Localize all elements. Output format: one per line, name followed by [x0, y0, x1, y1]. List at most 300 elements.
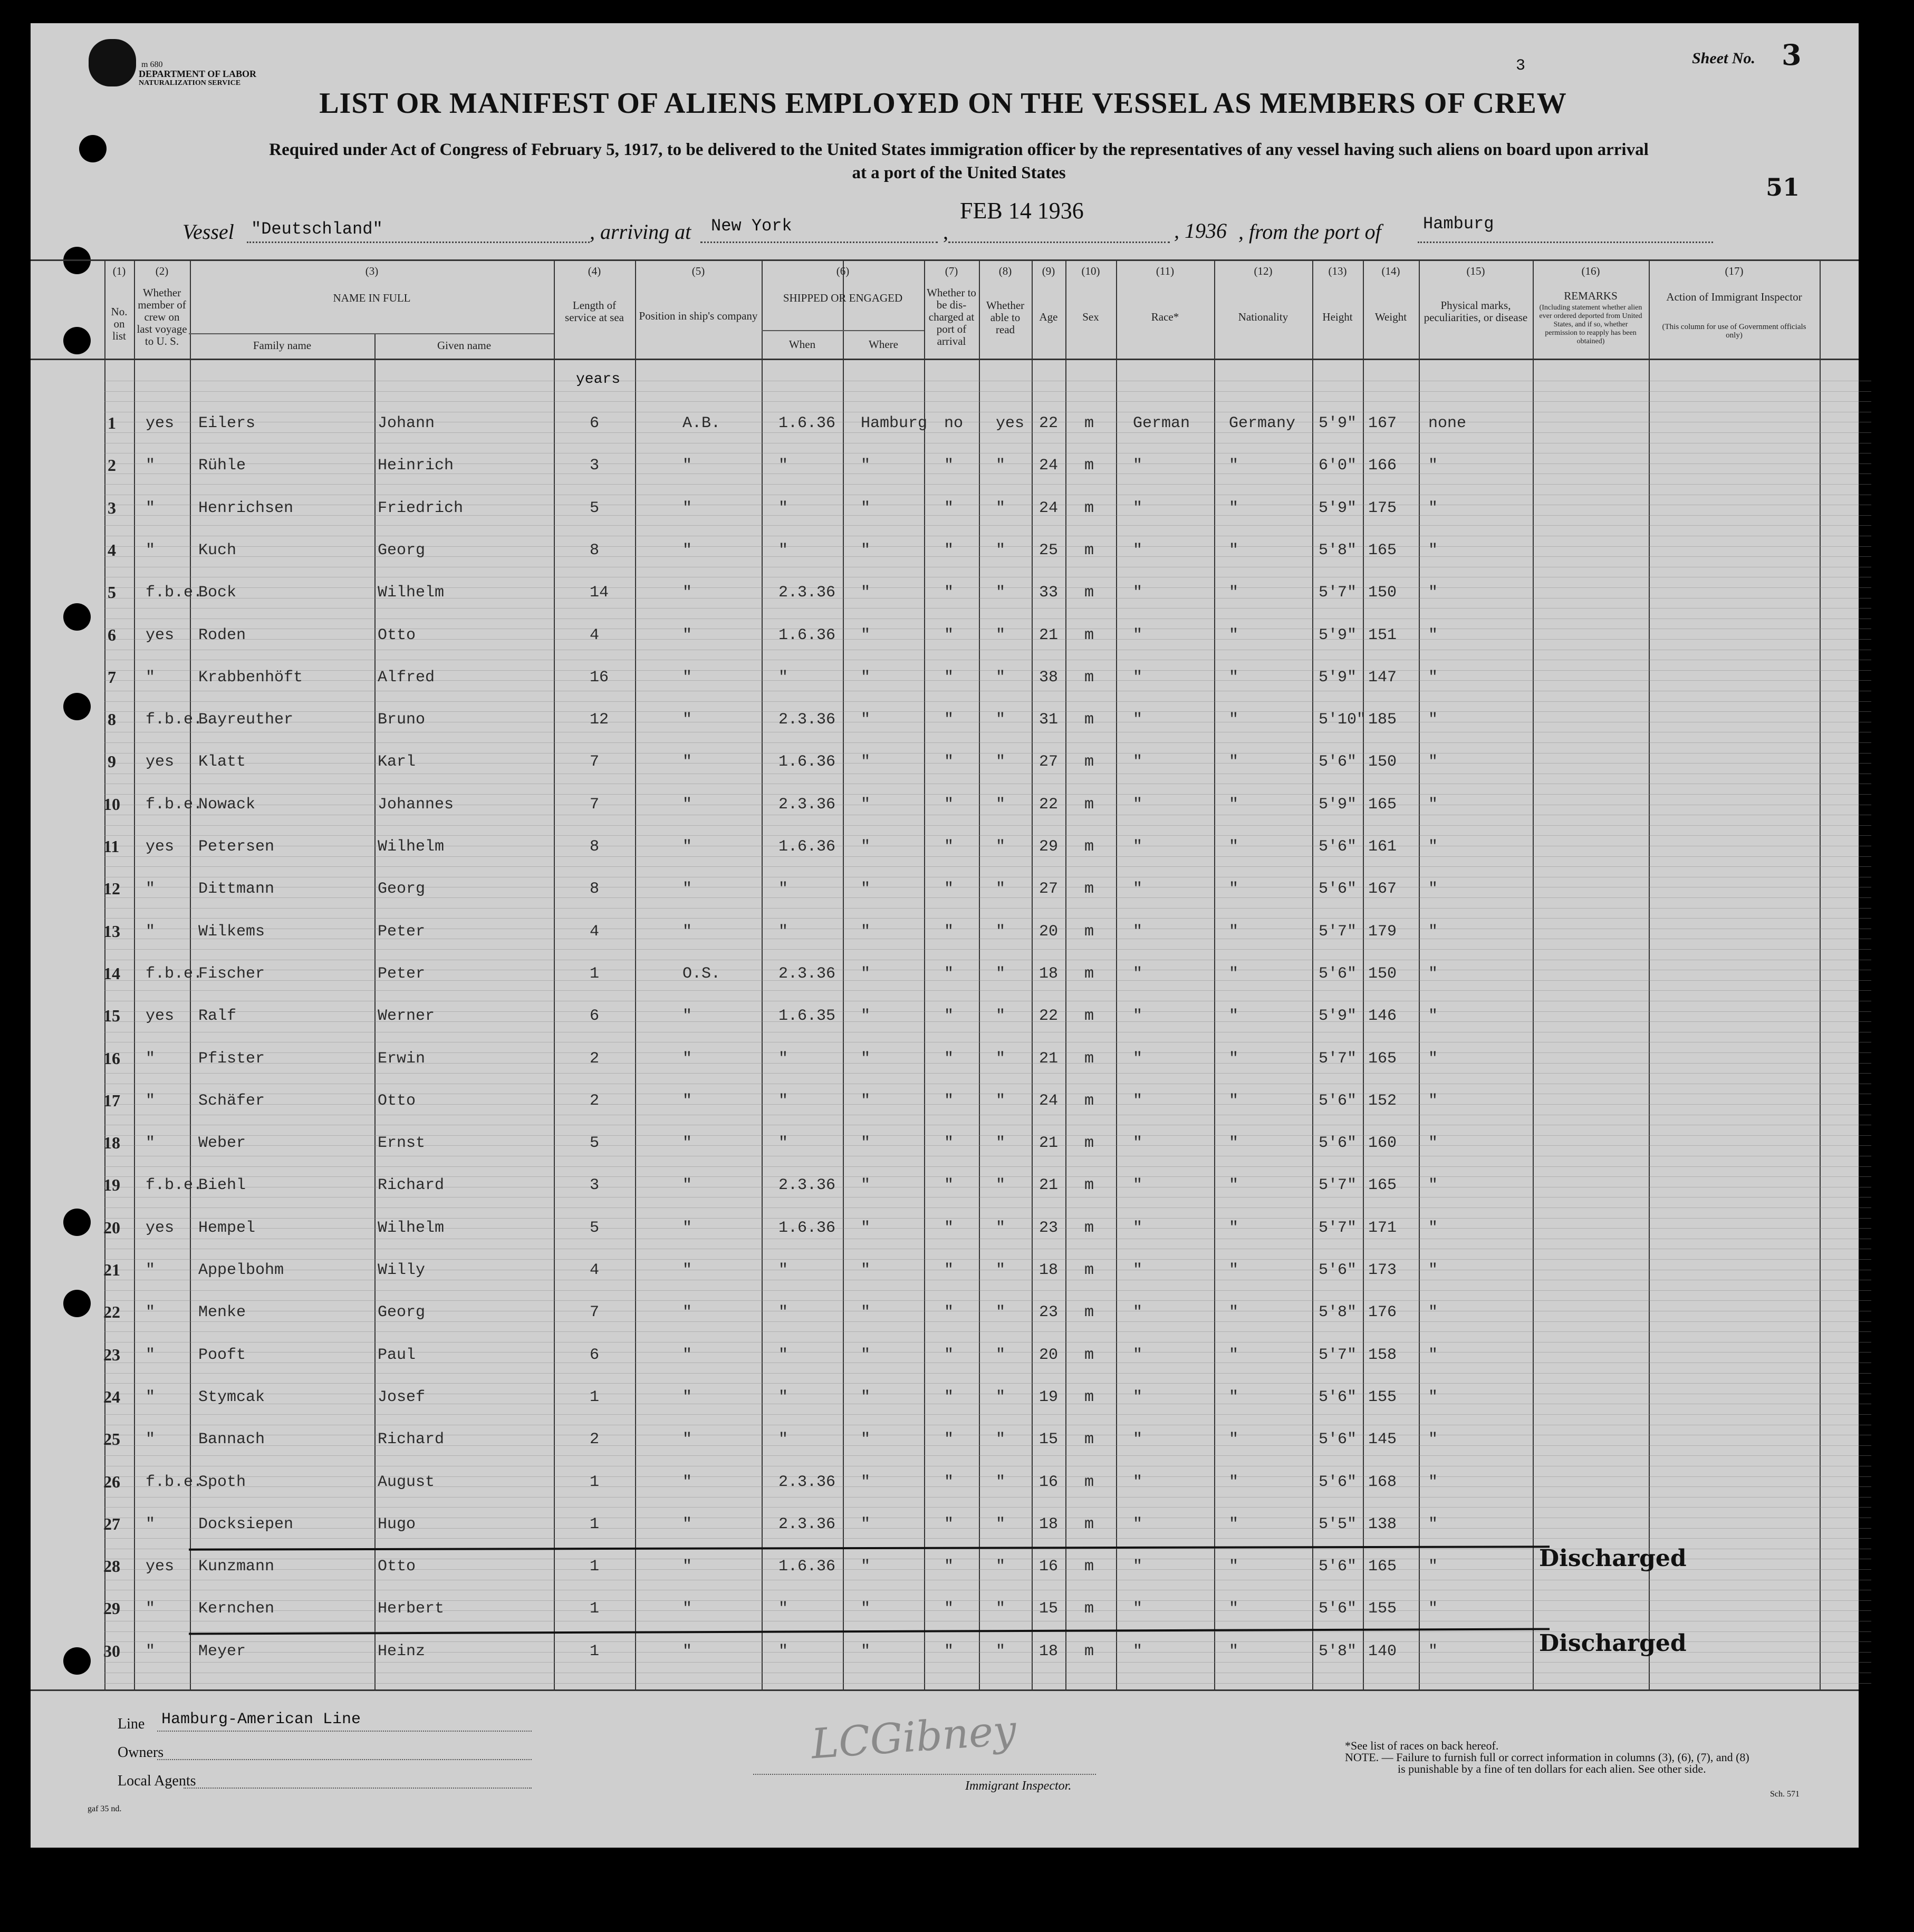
cell-nat: "	[1229, 1643, 1239, 1660]
ruling-line	[104, 1011, 1871, 1012]
cell-read: "	[996, 584, 1006, 602]
cell-pos: "	[682, 1600, 692, 1618]
cell-age: 29	[1039, 838, 1059, 856]
cell-wt: 145	[1368, 1431, 1397, 1448]
cell-pos: "	[682, 1176, 692, 1194]
years-label: years	[576, 371, 621, 388]
cell-pos: "	[682, 753, 692, 771]
cell-when: "	[778, 1431, 788, 1448]
cell-age: 20	[1039, 923, 1059, 941]
ruling-line	[104, 484, 1871, 485]
cell-pos: "	[682, 1261, 692, 1279]
cell-sex: m	[1084, 1261, 1094, 1279]
column-header-15: Physical marks, peculiarities, or disease	[1424, 299, 1528, 324]
cell-dis: "	[944, 584, 954, 602]
cell-when: "	[778, 880, 788, 898]
cell-fam: Meyer	[198, 1643, 246, 1660]
column-divider	[979, 259, 980, 1691]
cell-prev: "	[146, 1643, 156, 1660]
cell-marks: "	[1428, 711, 1438, 729]
cell-marks: "	[1428, 1346, 1438, 1364]
cell-marks: "	[1428, 923, 1438, 941]
cell-nat: "	[1229, 626, 1239, 644]
cell-given: Karl	[378, 753, 416, 771]
ruling-line	[104, 1497, 1871, 1498]
cell-when: 1.6.36	[778, 626, 836, 644]
cell-given: Georg	[378, 1303, 426, 1321]
cell-dis: "	[944, 753, 954, 771]
cell-where: "	[861, 669, 871, 687]
row-number: 22	[103, 1302, 120, 1321]
cell-wt: 160	[1368, 1134, 1397, 1152]
cell-race: "	[1133, 1388, 1143, 1406]
cell-wt: 165	[1368, 1050, 1397, 1068]
cell-ht: 5'7"	[1319, 1219, 1357, 1237]
cell-when: "	[778, 669, 788, 687]
ink-blot	[89, 39, 136, 86]
cell-pos: "	[682, 457, 692, 475]
cell-age: 21	[1039, 1134, 1059, 1152]
cell-marks: "	[1428, 1600, 1438, 1618]
cell-where: "	[861, 1600, 871, 1618]
ruling-line	[104, 1259, 1871, 1260]
cell-dis: "	[944, 1431, 954, 1448]
cell-when: "	[778, 457, 788, 475]
cell-dis: "	[944, 1219, 954, 1237]
cell-dis: "	[944, 1346, 954, 1364]
cell-when: 2.3.36	[778, 1176, 836, 1194]
cell-read: yes	[996, 414, 1025, 432]
cell-race: "	[1133, 880, 1143, 898]
cell-marks: "	[1428, 796, 1438, 814]
cell-fam: Pfister	[198, 1050, 265, 1068]
cell-fam: Roden	[198, 626, 246, 644]
cell-when: "	[778, 542, 788, 559]
cell-fam: Spoth	[198, 1473, 246, 1491]
cell-fam: Kernchen	[198, 1600, 275, 1618]
ruling-line	[104, 1176, 1871, 1177]
row-number: 10	[103, 795, 120, 814]
print-code: gaf 35 nd.	[88, 1804, 122, 1813]
cell-when: "	[778, 1600, 788, 1618]
column-number: (10)	[1081, 265, 1100, 277]
local-agents-label: Local Agents	[118, 1773, 196, 1789]
cell-prev: "	[146, 499, 156, 517]
cell-given: Heinz	[378, 1643, 426, 1660]
cell-race: "	[1133, 1473, 1143, 1491]
cell-wt: 138	[1368, 1515, 1397, 1533]
cell-fam: Krabbenhöft	[198, 669, 303, 687]
cell-ht: 5'7"	[1319, 923, 1357, 941]
cell-race: "	[1133, 1303, 1143, 1321]
ruling-line	[104, 463, 1871, 464]
cell-svc: 1	[590, 965, 600, 983]
row-number: 6	[108, 625, 116, 644]
cell-race: "	[1133, 1092, 1143, 1110]
row-number: 5	[108, 583, 116, 602]
cell-wt: 175	[1368, 499, 1397, 517]
family-name-header: Family name	[253, 339, 312, 352]
ruling-line	[104, 990, 1871, 991]
cell-prev: "	[146, 1431, 156, 1448]
cell-age: 19	[1039, 1388, 1059, 1406]
column-divider	[1533, 259, 1534, 1691]
cell-dis: "	[944, 1007, 954, 1025]
cell-dis: no	[944, 414, 964, 432]
service-label: NATURALIZATION SERVICE	[139, 79, 241, 87]
cell-read: "	[996, 669, 1006, 687]
cell-nat: "	[1229, 1134, 1239, 1152]
cell-prev: "	[146, 1515, 156, 1533]
cell-svc: 2	[590, 1092, 600, 1110]
ruling-line	[104, 1455, 1871, 1456]
column-header-10: Sex	[1082, 311, 1099, 323]
cell-sex: m	[1084, 626, 1094, 644]
cell-wt: 168	[1368, 1473, 1397, 1491]
column-divider	[1363, 259, 1364, 1691]
cell-nat: "	[1229, 711, 1239, 729]
cell-when: 1.6.36	[778, 414, 836, 432]
cell-prev: yes	[146, 1219, 175, 1237]
penalty-note: NOTE. — Failure to furnish full or correct information in columns (3), (6), (7), and (8)	[1345, 1751, 1749, 1764]
cell-race: "	[1133, 1176, 1143, 1194]
action-note: (This column for use of Government officials only)	[1662, 323, 1806, 340]
cell-pos: O.S.	[682, 965, 721, 983]
cell-dis: "	[944, 1092, 954, 1110]
cell-ht: 5'6"	[1319, 1558, 1357, 1576]
row-number: 19	[103, 1175, 120, 1194]
cell-wt: 140	[1368, 1643, 1397, 1660]
cell-dis: "	[944, 796, 954, 814]
cell-marks: "	[1428, 1558, 1438, 1576]
cell-dis: "	[944, 965, 954, 983]
cell-sex: m	[1084, 753, 1094, 771]
column-divider	[762, 259, 763, 1691]
cell-ht: 5'6"	[1319, 753, 1357, 771]
cell-when: "	[778, 499, 788, 517]
inspector-label: Immigrant Inspector.	[965, 1779, 1072, 1793]
row-number: 12	[103, 879, 120, 898]
cell-given: Bruno	[378, 711, 426, 729]
cell-wt: 147	[1368, 669, 1397, 687]
cell-sex: m	[1084, 1134, 1094, 1152]
corner-mark: 51	[1766, 173, 1800, 201]
row-number: 8	[108, 710, 116, 729]
cell-age: 15	[1039, 1600, 1059, 1618]
cell-where: "	[861, 1643, 871, 1660]
cell-marks: "	[1428, 1515, 1438, 1533]
cell-read: "	[996, 1558, 1006, 1576]
cell-where: "	[861, 1134, 871, 1152]
cell-pos: "	[682, 923, 692, 941]
header-bottom-rule	[31, 359, 1859, 360]
cell-sex: m	[1084, 880, 1094, 898]
table-top-rule	[31, 259, 1859, 261]
ruling-line	[104, 825, 1871, 826]
vessel-label: Vessel	[182, 220, 234, 244]
cell-nat: "	[1229, 965, 1239, 983]
cell-svc: 6	[590, 1346, 600, 1364]
cell-marks: "	[1428, 542, 1438, 559]
ruling-line	[104, 1218, 1871, 1219]
cell-read: "	[996, 965, 1006, 983]
ruling-line	[104, 401, 1871, 402]
row-number: 1	[108, 413, 116, 432]
cell-svc: 1	[590, 1643, 600, 1660]
cell-svc: 5	[590, 1134, 600, 1152]
cell-dis: "	[944, 711, 954, 729]
column-header-6: SHIPPED OR ENGAGED	[783, 292, 903, 304]
cell-nat: "	[1229, 753, 1239, 771]
column-header-17: Action of Immigrant Inspector	[1666, 291, 1802, 303]
ruling-line	[104, 949, 1871, 950]
cell-read: "	[996, 1134, 1006, 1152]
cell-fam: Docksiepen	[198, 1515, 294, 1533]
cell-read: "	[996, 923, 1006, 941]
cell-marks: "	[1428, 1134, 1438, 1152]
cell-pos: "	[682, 1134, 692, 1152]
ruling-line	[104, 835, 1871, 836]
page-subtitle: Required under Act of Congress of February 5, 1917, to be delivered to the United States immigration officer by the representatives of any vessel having such aliens on board upon arrival	[269, 140, 1649, 159]
cell-pos: "	[682, 1346, 692, 1364]
ruling-line	[104, 1145, 1871, 1146]
cell-marks: "	[1428, 499, 1438, 517]
column-header-2: Whether member of crew on last voyage to U. S.	[137, 286, 187, 347]
cell-when: "	[778, 1643, 788, 1660]
cell-nat: "	[1229, 1473, 1239, 1491]
cell-where: "	[861, 499, 871, 517]
cell-age: 38	[1039, 669, 1059, 687]
cell-sex: m	[1084, 1092, 1094, 1110]
cell-sex: m	[1084, 1515, 1094, 1533]
ruling-line	[104, 1414, 1871, 1415]
cell-race: "	[1133, 1515, 1143, 1533]
sheet-number: 3	[1782, 38, 1802, 72]
row-number: 14	[103, 964, 120, 983]
cell-where: "	[861, 1558, 871, 1576]
cell-svc: 7	[590, 796, 600, 814]
ruling-line	[104, 763, 1871, 764]
cell-fam: Kunzmann	[198, 1558, 275, 1576]
sheet-number-label: Sheet No.	[1692, 50, 1755, 67]
ruling-line	[104, 1166, 1871, 1167]
punch-hole	[63, 603, 91, 631]
column-divider	[1820, 259, 1821, 1691]
cell-fam: Hempel	[198, 1219, 256, 1237]
cell-svc: 4	[590, 626, 600, 644]
cell-read: "	[996, 1303, 1006, 1321]
cell-pos: "	[682, 542, 692, 559]
cell-svc: 5	[590, 499, 600, 517]
ruling-line	[104, 1073, 1871, 1074]
column-header-1: No. on list	[111, 305, 128, 342]
cell-ht: 5'9"	[1319, 796, 1357, 814]
cell-given: Peter	[378, 965, 426, 983]
cell-given: Willy	[378, 1261, 426, 1279]
cell-sex: m	[1084, 1431, 1094, 1448]
cell-age: 24	[1039, 457, 1059, 475]
cell-read: "	[996, 1431, 1006, 1448]
cell-age: 18	[1039, 1515, 1059, 1533]
cell-age: 22	[1039, 414, 1059, 432]
cell-pos: "	[682, 1219, 692, 1237]
cell-dis: "	[944, 838, 954, 856]
cell-fam: Petersen	[198, 838, 275, 856]
cell-marks: "	[1428, 1007, 1438, 1025]
cell-marks: "	[1428, 457, 1438, 475]
cell-fam: Ralf	[198, 1007, 237, 1025]
cell-race: "	[1133, 711, 1143, 729]
ruling-line	[104, 1063, 1871, 1064]
cell-when: 2.3.36	[778, 965, 836, 983]
cell-svc: 12	[590, 711, 609, 729]
ruling-line	[104, 794, 1871, 795]
row-number: 3	[108, 498, 116, 517]
cell-wt: 155	[1368, 1388, 1397, 1406]
cell-ht: 5'9"	[1319, 499, 1357, 517]
cell-race: "	[1133, 1134, 1143, 1152]
ruling-line	[104, 742, 1871, 743]
ruling-line	[104, 897, 1871, 898]
punch-hole	[63, 1647, 91, 1675]
column-header-14: Weight	[1374, 311, 1407, 323]
cell-where: "	[861, 1261, 871, 1279]
cell-fam: Pooft	[198, 1346, 246, 1364]
cell-ht: 5'6"	[1319, 1431, 1357, 1448]
row-number: 25	[103, 1429, 120, 1448]
owners-label: Owners	[118, 1744, 164, 1761]
cell-fam: Stymcak	[198, 1388, 265, 1406]
column-divider	[1312, 259, 1313, 1691]
cell-age: 15	[1039, 1431, 1059, 1448]
cell-age: 25	[1039, 542, 1059, 559]
ruling-line	[104, 556, 1871, 557]
cell-read: "	[996, 1346, 1006, 1364]
ruling-line	[104, 866, 1871, 867]
column-number: (1)	[112, 265, 126, 277]
ruling-line	[104, 1373, 1871, 1374]
cell-race: "	[1133, 1050, 1143, 1068]
ruling-line	[104, 1104, 1871, 1105]
cell-when: 1.6.35	[778, 1007, 836, 1025]
cell-prev: f.b.e.	[146, 1176, 203, 1194]
cell-sex: m	[1084, 414, 1094, 432]
column-divider	[134, 259, 135, 1691]
cell-when: 1.6.36	[778, 753, 836, 771]
cell-where: "	[861, 1515, 871, 1533]
cell-read: "	[996, 542, 1006, 559]
ruling-line	[104, 546, 1871, 547]
cell-race: German	[1133, 414, 1190, 432]
cell-pos: "	[682, 626, 692, 644]
cell-given: Paul	[378, 1346, 416, 1364]
cell-when: "	[778, 1346, 788, 1364]
ruling-line	[104, 639, 1871, 640]
cell-fam: Wilkems	[198, 923, 265, 941]
cell-nat: "	[1229, 584, 1239, 602]
cell-age: 21	[1039, 1050, 1059, 1068]
cell-age: 27	[1039, 880, 1059, 898]
cell-read: "	[996, 711, 1006, 729]
cell-svc: 1	[590, 1388, 600, 1406]
cell-age: 24	[1039, 499, 1059, 517]
column-divider	[1065, 259, 1066, 1691]
column-divider	[554, 259, 555, 1691]
cell-svc: 3	[590, 1176, 600, 1194]
cell-dis: "	[944, 1515, 954, 1533]
cell-prev: "	[146, 669, 156, 687]
cell-age: 27	[1039, 753, 1059, 771]
cell-marks: "	[1428, 1643, 1438, 1660]
cell-wt: 151	[1368, 626, 1397, 644]
cell-where: "	[861, 542, 871, 559]
cell-svc: 1	[590, 1515, 600, 1533]
cell-pos: A.B.	[682, 414, 721, 432]
cell-prev: "	[146, 542, 156, 559]
cell-read: "	[996, 1473, 1006, 1491]
ruling-line	[104, 1052, 1871, 1053]
cell-prev: yes	[146, 838, 175, 856]
cell-wt: 150	[1368, 965, 1397, 983]
cell-dis: "	[944, 1134, 954, 1152]
cell-nat: "	[1229, 499, 1239, 517]
cell-given: Herbert	[378, 1600, 445, 1618]
cell-race: "	[1133, 542, 1143, 559]
cell-wt: 165	[1368, 542, 1397, 559]
cell-svc: 1	[590, 1473, 600, 1491]
column-number: (6)	[836, 265, 850, 277]
cell-race: "	[1133, 1219, 1143, 1237]
cell-wt: 161	[1368, 838, 1397, 856]
cell-svc: 7	[590, 753, 600, 771]
cell-sex: m	[1084, 542, 1094, 559]
cell-when: 2.3.36	[778, 1515, 836, 1533]
cell-read: "	[996, 838, 1006, 856]
cell-sex: m	[1084, 965, 1094, 983]
cell-age: 22	[1039, 1007, 1059, 1025]
ruling-line	[104, 1300, 1871, 1301]
column-header-13: Height	[1322, 311, 1353, 323]
cell-svc: 4	[590, 1261, 600, 1279]
column-divider	[924, 259, 925, 1691]
cell-race: "	[1133, 796, 1143, 814]
cell-read: "	[996, 1176, 1006, 1194]
cell-prev: "	[146, 923, 156, 941]
ruling-line	[104, 1021, 1871, 1022]
cell-ht: 5'6"	[1319, 1261, 1357, 1279]
ruling-line	[104, 1383, 1871, 1384]
arrival-year: , 1936	[1174, 219, 1227, 243]
cell-nat: "	[1229, 1050, 1239, 1068]
cell-prev: f.b.e.	[146, 1473, 203, 1491]
cell-given: Johann	[378, 414, 435, 432]
cell-fam: Biehl	[198, 1176, 246, 1194]
ruling-line	[104, 918, 1871, 919]
row-number: 29	[103, 1599, 120, 1618]
cell-race: "	[1133, 923, 1143, 941]
ruling-line	[104, 1352, 1871, 1353]
ruling-line	[104, 753, 1871, 754]
cell-race: "	[1133, 1261, 1143, 1279]
ruling-line	[104, 1135, 1871, 1136]
cell-age: 18	[1039, 1643, 1059, 1660]
cell-nat: "	[1229, 1431, 1239, 1448]
cell-prev: "	[146, 1050, 156, 1068]
cell-where: "	[861, 965, 871, 983]
cell-fam: Weber	[198, 1134, 246, 1152]
cell-read: "	[996, 1388, 1006, 1406]
column-header-5: Position in ship's company	[639, 310, 758, 322]
